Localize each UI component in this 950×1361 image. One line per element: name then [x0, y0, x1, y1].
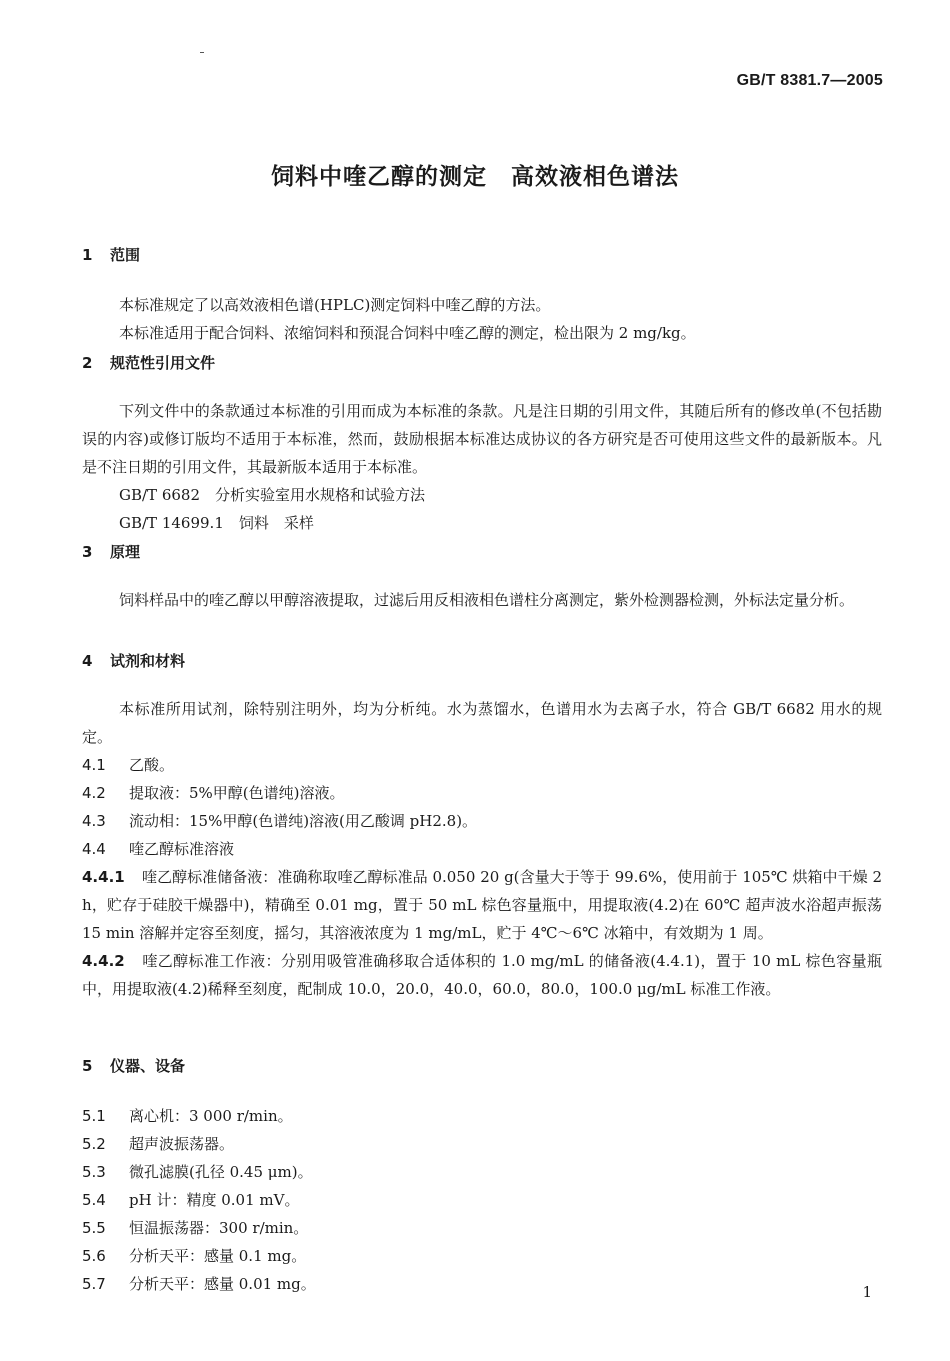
item-text: 离心机：3 000 r/min。 [129, 1107, 293, 1125]
item-text: 喹乙醇标准溶液 [129, 840, 235, 858]
item-number: 5.2 [82, 1135, 106, 1153]
section-1 [82, 244, 882, 347]
item-text: 微孔滤膜(孔径 0.45 μm)。 [129, 1163, 313, 1181]
item-text: 喹乙醇标准储备液：准确称取喹乙醇标准品 0.050 20 g(含量大于等于 99.6%，使用前于 105℃ 烘箱中干燥 2 h，贮存于硅胶干燥器中)，精确至 0.01 mg，置于 50 mL 棕色容量瓶中，用提取液(4.2)在 60℃ 超声波水浴超声振荡 15 min 溶解并定容至刻度，摇匀，其溶液浓度为 1 mg/mL，贮于 4℃～6℃ 冰箱中，有效期为 1 周。 [82, 868, 882, 942]
item-5-7 [82, 1270, 882, 1298]
section-2-number: 2 [82, 354, 93, 372]
item-number: 5.7 [82, 1275, 106, 1293]
item-text: 分析天平：感量 0.01 mg。 [129, 1275, 316, 1293]
item-5-3 [82, 1158, 882, 1186]
section-4-title: 试剂和材料 [110, 652, 186, 670]
section-3-number: 3 [82, 543, 93, 561]
item-5-4 [82, 1186, 882, 1214]
section-2-heading [82, 352, 882, 373]
item-text: 分析天平：感量 0.1 mg。 [129, 1247, 307, 1265]
item-number: 5.4 [82, 1191, 106, 1209]
section-5-title: 仪器、设备 [110, 1057, 186, 1075]
section-4 [82, 650, 882, 1003]
section-4-number: 4 [82, 652, 93, 670]
item-text: 恒温振荡器：300 r/min。 [129, 1219, 309, 1237]
item-number: 4.4.2 [82, 952, 125, 970]
section-1-para-1: 本标准规定了以高效液相色谱(HPLC)测定饲料中喹乙醇的方法。 [119, 296, 551, 314]
item-text: 超声波振荡器。 [129, 1135, 235, 1153]
section-3-heading [82, 541, 882, 562]
scan-speck [200, 52, 204, 53]
item-4-3 [82, 807, 882, 835]
item-text: 提取液：5%甲醇(色谱纯)溶液。 [129, 784, 345, 802]
item-number: 5.6 [82, 1247, 106, 1265]
section-3 [82, 541, 882, 614]
item-number: 4.1 [82, 756, 106, 774]
section-1-title: 范围 [110, 246, 141, 264]
item-4-4-2 [82, 947, 882, 1003]
reference-2: GB/T 14699.1 饲料 采样 [119, 514, 314, 532]
standard-code: GB/T 8381.7—2005 [736, 72, 883, 89]
item-number: 4.3 [82, 812, 106, 830]
section-1-para-2: 本标准适用于配合饲料、浓缩饲料和预混合饲料中喹乙醇的测定，检出限为 2 mg/kg。 [119, 324, 696, 342]
section-1-number: 1 [82, 246, 93, 264]
section-3-title: 原理 [110, 543, 141, 561]
item-text: 喹乙醇标准工作液：分别用吸管准确移取合适体积的 1.0 mg/mL 的储备液(4.4.1)，置于 10 mL 棕色容量瓶中，用提取液(4.2)稀释至刻度，配制成 10.0，20.0，40.0，60.0，80.0，100.0 μg/mL 标准工作液。 [82, 952, 882, 998]
item-text: 乙酸。 [129, 756, 175, 774]
item-number: 5.3 [82, 1163, 106, 1181]
document-title: 饲料中喹乙醇的测定 高效液相色谱法 [271, 164, 679, 190]
item-5-6 [82, 1242, 882, 1270]
item-number: 4.4.1 [82, 868, 125, 886]
section-5-number: 5 [82, 1057, 93, 1075]
section-4-para-1: 本标准所用试剂，除特别注明外，均为分析纯。水为蒸馏水，色谱用水为去离子水，符合 GB/T 6682 用水的规定。 [82, 700, 882, 746]
item-4-1 [82, 751, 882, 779]
section-3-para-1: 饲料样品中的喹乙醇以甲醇溶液提取，过滤后用反相液相色谱柱分离测定，紫外检测器检测，外标法定量分析。 [119, 591, 855, 609]
item-5-1 [82, 1102, 882, 1130]
section-2 [82, 352, 882, 537]
item-text: pH 计：精度 0.01 mV。 [129, 1191, 300, 1209]
item-4-2 [82, 779, 882, 807]
reference-1: GB/T 6682 分析实验室用水规格和试验方法 [119, 486, 426, 504]
item-number: 5.5 [82, 1219, 106, 1237]
item-number: 4.2 [82, 784, 106, 802]
section-4-heading [82, 650, 882, 671]
section-5 [82, 1055, 882, 1298]
section-2-para-1: 下列文件中的条款通过本标准的引用而成为本标准的条款。凡是注日期的引用文件，其随后所有的修改单(不包括勘误的内容)或修订版均不适用于本标准，然而，鼓励根据本标准达成协议的各方研究是否可使用这些文件的最新版本。凡是不注日期的引用文件，其最新版本适用于本标准。 [82, 402, 882, 476]
item-text: 流动相：15%甲醇(色谱纯)溶液(用乙酸调 pH2.8)。 [129, 812, 478, 830]
section-1-heading [82, 244, 882, 265]
item-4-4-1 [82, 863, 882, 947]
item-4-4 [82, 835, 882, 863]
item-5-2 [82, 1130, 882, 1158]
section-2-title: 规范性引用文件 [110, 354, 216, 372]
item-number: 4.4 [82, 840, 106, 858]
item-5-5 [82, 1214, 882, 1242]
page-number: 1 [862, 1283, 872, 1301]
section-5-heading [82, 1055, 882, 1076]
item-number: 5.1 [82, 1107, 106, 1125]
